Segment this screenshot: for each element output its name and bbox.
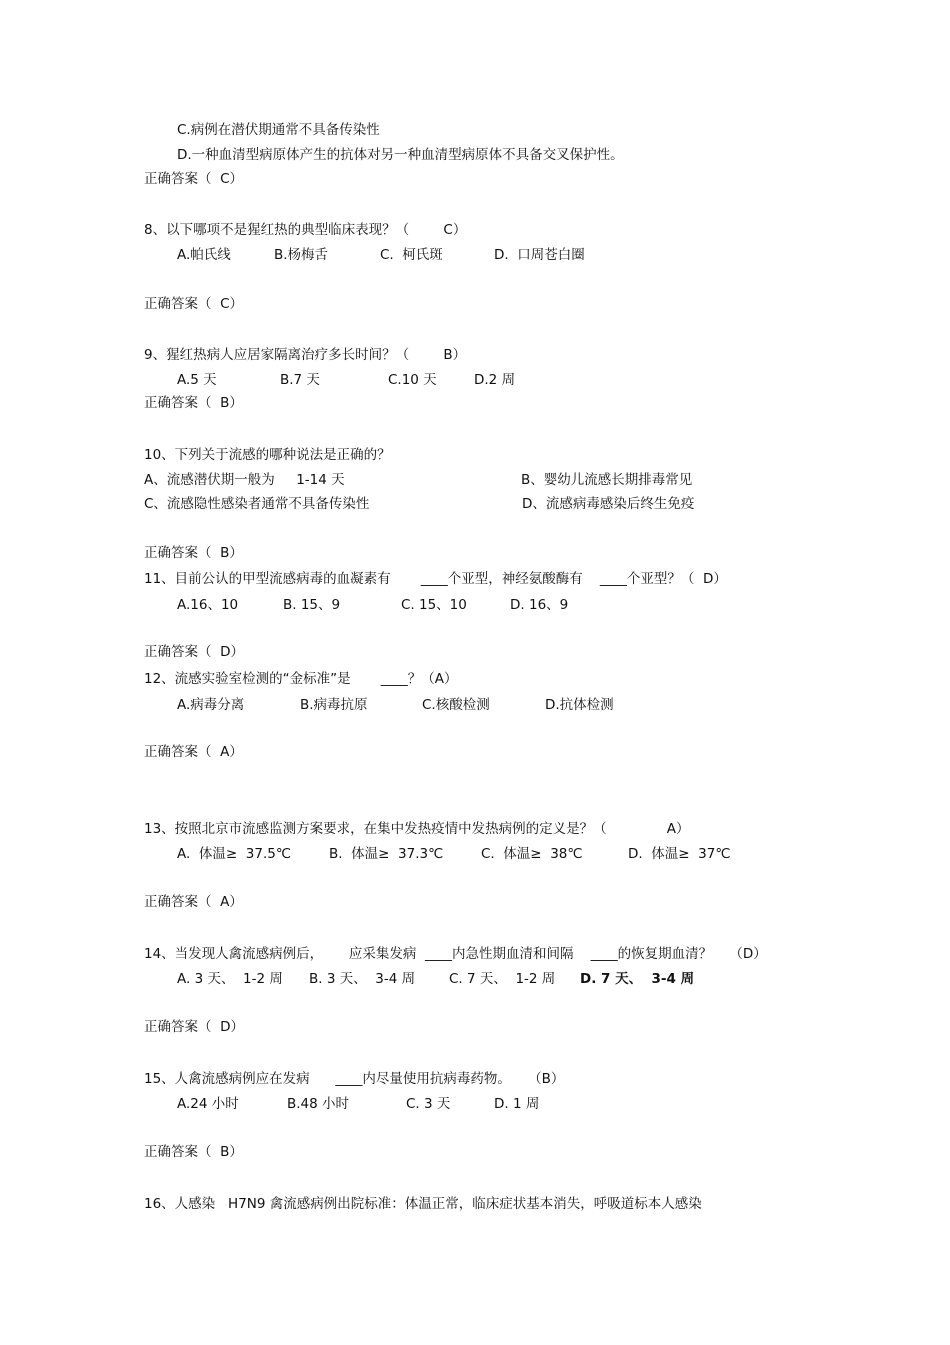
q8-option-d: D. 口周苍白圈 [494, 247, 585, 263]
carryover-answer: 正确答案（ C） [144, 171, 244, 187]
q15-option-c: C. 3 天 [406, 1096, 451, 1112]
q9-option-a: A.5 天 [177, 372, 217, 388]
q8-option-a: A.帕氏线 [177, 247, 231, 263]
q11-option-d: D. 16、9 [510, 597, 569, 613]
q9-question: 9、猩红热病人应居家隔离治疗多长时间？（ B） [144, 347, 467, 363]
q15-answer: 正确答案（ B） [144, 1144, 243, 1160]
q14-question: 14、当发现人禽流感病例后， 应采集发病 ____内急性期血清和间隔 ____的恢复期血清？ （D） [144, 946, 767, 962]
q8-option-c: C. 柯氏斑 [380, 247, 443, 263]
q10-answer: 正确答案（ B） [144, 545, 243, 561]
carryover-option-c: C.病例在潜伏期通常不具备传染性 [177, 122, 380, 138]
q14-answer: 正确答案（ D） [144, 1019, 244, 1035]
q12-question: 12、流感实验室检测的“金标准”是 ____？（A） [144, 671, 458, 687]
q12-option-a: A.病毒分离 [177, 697, 245, 713]
q10-question: 10、下列关于流感的哪种说法是正确的？ [144, 447, 391, 463]
q9-option-b: B.7 天 [280, 372, 320, 388]
q10-option-b: B、婴幼儿流感长期排毒常见 [521, 472, 693, 488]
q13-option-a: A. 体温≥ 37.5℃ [177, 846, 291, 862]
q11-answer: 正确答案（ D） [144, 644, 244, 660]
q9-option-c: C.10 天 [388, 372, 437, 388]
q9-option-d: D.2 周 [474, 372, 516, 388]
q16-question: 16、人感染 H7N9 禽流感病例出院标准：体温正常，临床症状基本消失，呼吸道标本人感染 [144, 1196, 702, 1212]
q10-option-a: A、流感潜伏期一般为 1-14 天 [144, 472, 345, 488]
q10-option-d: D、流感病毒感染后终生免疫 [522, 496, 695, 512]
q8-question: 8、以下哪项不是猩红热的典型临床表现？（ C） [144, 222, 467, 238]
q15-option-a: A.24 小时 [177, 1096, 239, 1112]
q8-option-b: B.杨梅舌 [274, 247, 329, 263]
q13-option-c: C. 体温≥ 38℃ [481, 846, 583, 862]
q14-option-a: A. 3 天、 1-2 周 [177, 971, 283, 987]
q10-option-c: C、流感隐性感染者通常不具备传染性 [144, 496, 370, 512]
q11-option-c: C. 15、10 [401, 597, 467, 613]
q12-answer: 正确答案（ A） [144, 744, 243, 760]
q14-option-b: B. 3 天、 3-4 周 [309, 971, 416, 987]
q14-option-c: C. 7 天、 1-2 周 [449, 971, 556, 987]
q9-answer: 正确答案（ B） [144, 395, 243, 411]
q14-option-d: D. 7 天、 3-4 周 [580, 971, 695, 987]
q12-option-d: D.抗体检测 [545, 697, 614, 713]
q13-option-b: B. 体温≥ 37.3℃ [329, 846, 444, 862]
q15-option-b: B.48 小时 [287, 1096, 350, 1112]
carryover-option-d: D.一种血清型病原体产生的抗体对另一种血清型病原体不具备交叉保护性。 [177, 147, 624, 163]
q13-question: 13、按照北京市流感监测方案要求，在集中发热疫情中发热病例的定义是？（ A） [144, 821, 690, 837]
q15-question: 15、人禽流感病例应在发病 ____内尽量使用抗病毒药物。 （B） [144, 1071, 565, 1087]
q11-question: 11、目前公认的甲型流感病毒的血凝素有 ____个亚型，神经氨酸酶有 ____个亚型？（ D） [144, 571, 727, 587]
q11-option-b: B. 15、9 [283, 597, 341, 613]
q8-answer: 正确答案（ C） [144, 296, 244, 312]
q15-option-d: D. 1 周 [494, 1096, 540, 1112]
q12-option-c: C.核酸检测 [422, 697, 490, 713]
q13-answer: 正确答案（ A） [144, 894, 243, 910]
q11-option-a: A.16、10 [177, 597, 239, 613]
q12-option-b: B.病毒抗原 [300, 697, 368, 713]
q13-option-d: D. 体温≥ 37℃ [628, 846, 731, 862]
